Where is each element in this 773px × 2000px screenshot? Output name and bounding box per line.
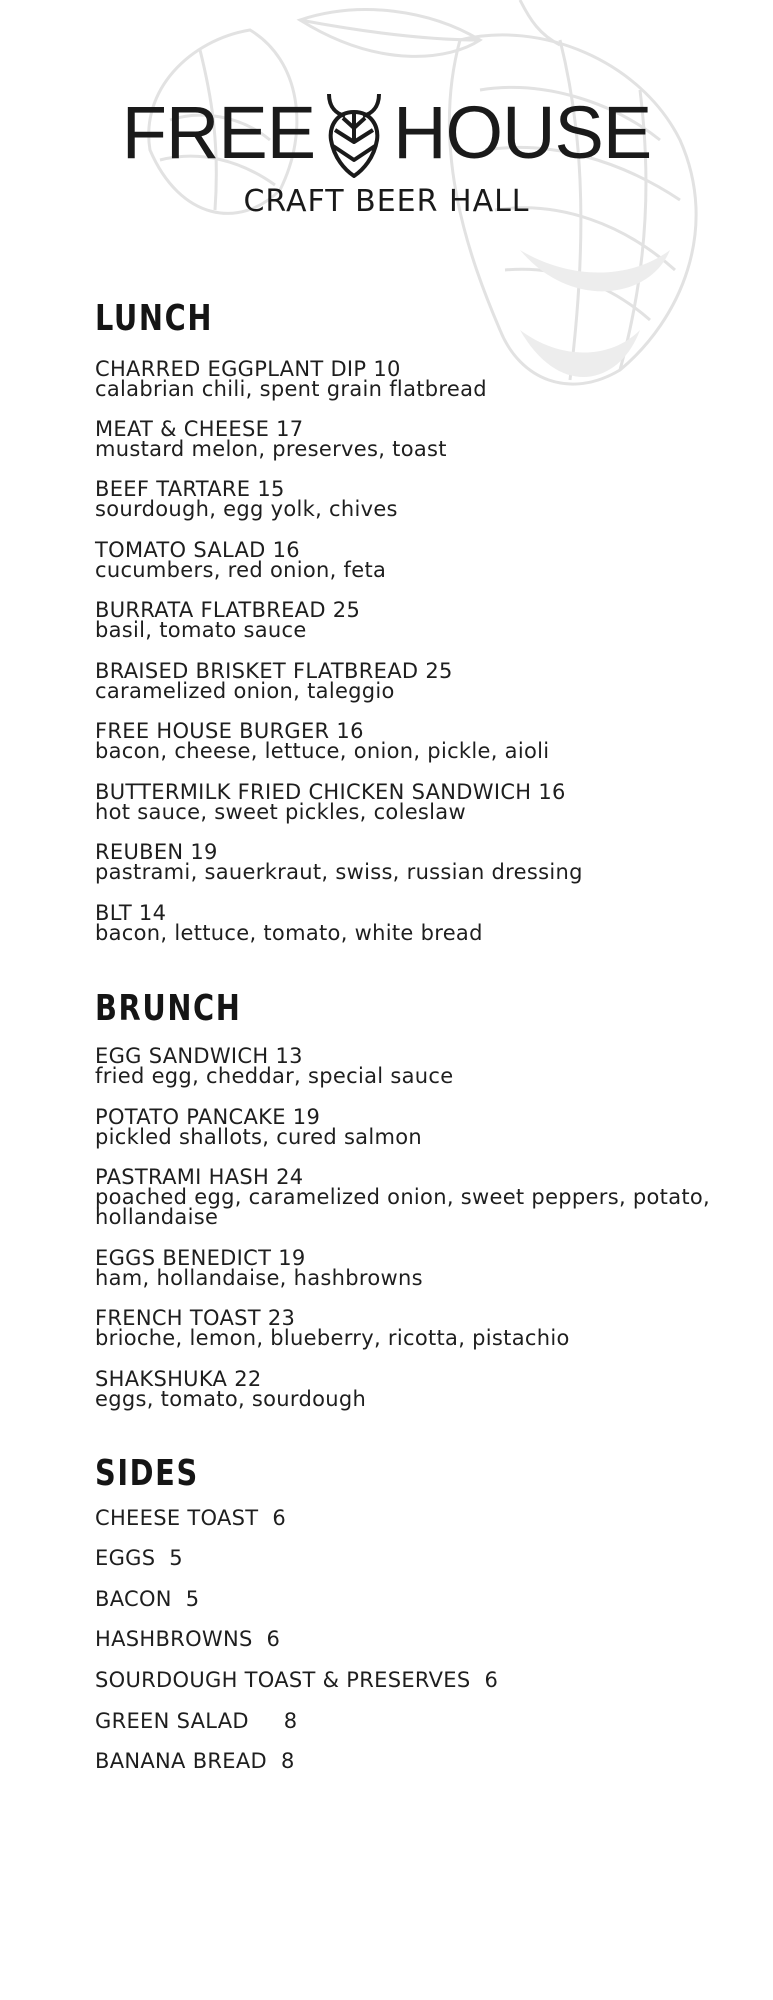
menu-item — [95, 903, 735, 943]
menu-item — [95, 1046, 735, 1086]
item-name: POTATO PANCAKE 19 — [95, 1105, 321, 1129]
item-description: pastrami, sauerkraut, swiss, russian dressing — [95, 860, 583, 884]
brand-header — [0, 88, 773, 219]
menu-item — [95, 1248, 735, 1288]
item-description: pickled shallots, cured salmon — [95, 1125, 423, 1149]
side-item: BANANA BREAD 8 — [95, 1749, 295, 1773]
item-name: BEEF TARTARE 15 — [95, 477, 285, 501]
menu-item — [95, 1167, 735, 1227]
side-item: EGGS 5 — [95, 1546, 183, 1570]
item-name: MEAT & CHEESE 17 — [95, 417, 304, 441]
logo-word-left: FREE — [121, 91, 316, 174]
item-name: TOMATO SALAD 16 — [95, 538, 300, 562]
menu-item — [95, 419, 735, 459]
logo-word-right: HOUSE — [393, 91, 652, 174]
side-item: GREEN SALAD 8 — [95, 1709, 298, 1733]
item-description: sourdough, egg yolk, chives — [95, 497, 398, 521]
item-name: SHAKSHUKA 22 — [95, 1367, 262, 1391]
subtitle: CRAFT BEER HALL — [243, 184, 530, 219]
item-name: EGG SANDWICH 13 — [95, 1044, 303, 1068]
menu-item — [95, 1369, 735, 1409]
side-item: SOURDOUGH TOAST & PRESERVES 6 — [95, 1668, 499, 1692]
item-name: BUTTERMILK FRIED CHICKEN SANDWICH 16 — [95, 780, 566, 804]
section-title-brunch: BRUNCH — [95, 988, 242, 1029]
item-name: EGGS BENEDICT 19 — [95, 1246, 306, 1270]
item-description: poached egg, caramelized onion, sweet peppers, potato, hollandaise — [95, 1185, 711, 1229]
item-description: caramelized onion, taleggio — [95, 679, 395, 703]
item-description: hot sauce, sweet pickles, coleslaw — [95, 800, 466, 824]
menu-item — [95, 600, 735, 640]
item-description: calabrian chili, spent grain flatbread — [95, 377, 487, 401]
menu-item — [95, 721, 735, 761]
item-name: BRAISED BRISKET FLATBREAD 25 — [95, 659, 453, 683]
menu-item — [95, 359, 735, 399]
section-title-sides: SIDES — [95, 1453, 199, 1494]
item-name: FREE HOUSE BURGER 16 — [95, 719, 364, 743]
hop-bull-icon — [319, 88, 389, 178]
menu-item — [95, 661, 735, 701]
section-title-lunch: LUNCH — [95, 298, 214, 339]
item-description: mustard melon, preserves, toast — [95, 437, 447, 461]
item-description: basil, tomato sauce — [95, 618, 307, 642]
logo — [0, 88, 773, 178]
item-name: REUBEN 19 — [95, 840, 218, 864]
item-name: CHARRED EGGPLANT DIP 10 — [95, 357, 401, 381]
item-description: fried egg, cheddar, special sauce — [95, 1064, 454, 1088]
item-description: brioche, lemon, blueberry, ricotta, pistachio — [95, 1326, 570, 1350]
menu-item — [95, 540, 735, 580]
menu-item — [95, 842, 735, 882]
side-item: CHEESE TOAST 6 — [95, 1506, 286, 1530]
menu-item — [95, 1308, 735, 1348]
menu-item — [95, 782, 735, 822]
item-name: BURRATA FLATBREAD 25 — [95, 598, 361, 622]
item-description: eggs, tomato, sourdough — [95, 1387, 367, 1411]
item-name: PASTRAMI HASH 24 — [95, 1165, 304, 1189]
menu-item — [95, 479, 735, 519]
item-description: bacon, lettuce, tomato, white bread — [95, 921, 483, 945]
menu-item — [95, 1107, 735, 1147]
item-description: cucumbers, red onion, feta — [95, 558, 387, 582]
side-item: BACON 5 — [95, 1587, 200, 1611]
item-description: ham, hollandaise, hashbrowns — [95, 1266, 423, 1290]
item-name: FRENCH TOAST 23 — [95, 1306, 296, 1330]
item-name: BLT 14 — [95, 901, 167, 925]
item-description: bacon, cheese, lettuce, onion, pickle, aioli — [95, 739, 550, 763]
side-item: HASHBROWNS 6 — [95, 1627, 281, 1651]
